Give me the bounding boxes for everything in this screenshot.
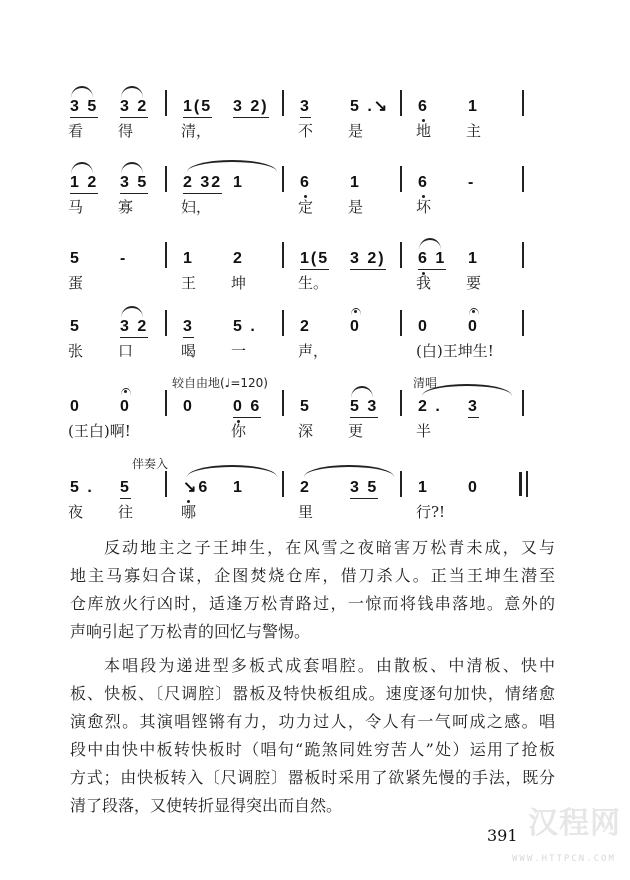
lyric: 定 — [298, 198, 314, 216]
barline — [165, 390, 167, 416]
note: 1(5 — [183, 98, 212, 118]
lyric: 张 — [68, 342, 84, 360]
lyric: 里 — [298, 503, 314, 521]
barline — [400, 310, 402, 336]
score-row — [0, 457, 630, 537]
fermata-icon — [121, 388, 131, 395]
tie-arc — [419, 238, 441, 250]
fermata-icon — [469, 308, 479, 315]
barline — [522, 166, 524, 192]
note: 3 5 — [70, 98, 98, 118]
paragraph-line: 清了段落，又使转折显得突出而自然。 — [70, 796, 343, 815]
barline — [165, 471, 167, 497]
note: 2 — [300, 318, 311, 335]
note: 3 2) — [350, 250, 386, 270]
slur — [187, 465, 277, 477]
barline — [165, 242, 167, 268]
barline — [522, 310, 524, 336]
lyric: 往 — [118, 503, 134, 521]
lyric: 地 — [416, 122, 432, 140]
note: 3 — [468, 398, 479, 418]
barline — [282, 166, 284, 192]
note: 0 — [183, 398, 194, 415]
watermark-logo: 汉程网 — [528, 806, 621, 841]
score-row — [0, 316, 630, 376]
note: 0 — [70, 398, 81, 415]
lyric: 主 — [466, 122, 482, 140]
tempo-annotation: 伴奏入 — [132, 457, 169, 471]
lyric: 声， — [298, 342, 329, 360]
paragraph — [70, 652, 555, 820]
slur — [304, 465, 394, 477]
final-barline — [522, 471, 528, 497]
lyric: 是 — [348, 122, 364, 140]
barline — [282, 390, 284, 416]
note: ↘6 — [183, 479, 209, 497]
note: 1 2 — [70, 174, 98, 194]
paragraph-line: 声响引起了万松青的回忆与警惕。 — [70, 622, 311, 641]
tie-arc — [121, 162, 143, 174]
note: 5 — [70, 318, 81, 335]
barline — [400, 471, 402, 497]
lyric: 夜 — [68, 503, 84, 521]
note: 3 2 — [120, 98, 148, 118]
note: 6 — [300, 174, 311, 192]
lyric: 王 — [181, 274, 197, 292]
note: 5 — [70, 250, 81, 267]
barline — [165, 166, 167, 192]
note: 6 — [418, 98, 429, 116]
page-number: 391 — [487, 826, 518, 845]
barline — [522, 90, 524, 116]
tie-arc — [71, 86, 93, 98]
lyric: 口 — [118, 342, 134, 360]
note: 0 — [468, 479, 479, 496]
tempo-annotation: 较自由地(♩=120) — [172, 376, 268, 390]
lyric: 坏 — [416, 198, 432, 216]
barline — [400, 166, 402, 192]
score-row — [0, 248, 630, 308]
note: 6 1 — [418, 250, 446, 270]
note: 3 5 — [350, 479, 378, 499]
note: 2 32 — [183, 174, 222, 194]
note: - — [468, 174, 476, 191]
note: 2 . — [418, 398, 442, 415]
lyric: 一 — [231, 342, 247, 360]
note: 2 — [300, 479, 311, 496]
barline — [522, 242, 524, 268]
paragraph-line: 反动地主之子王坤生，在风雪之夜暗害万松青未成，又与 — [104, 538, 555, 557]
lyric: 坤 — [231, 274, 247, 292]
lyric: 清， — [181, 122, 212, 140]
lyric: 马 — [68, 198, 84, 216]
slur — [187, 160, 277, 172]
note: 3 2) — [233, 98, 269, 118]
note: 5 3 — [350, 398, 378, 418]
paragraph-line: 演愈烈。其演唱铿锵有力，功力过人，令人有一气呵成之感。唱 — [70, 712, 555, 731]
note: 5 — [300, 398, 311, 415]
note: 5 . — [233, 318, 257, 335]
score-row — [0, 376, 630, 456]
barline — [282, 90, 284, 116]
note: 0 — [418, 318, 429, 335]
note: 3 5 — [120, 174, 148, 194]
lyric: 妇， — [181, 198, 212, 216]
score-row — [0, 96, 630, 156]
lyric: (王白)啊! — [68, 422, 131, 440]
note: 1 — [468, 98, 479, 115]
tie-arc — [121, 86, 143, 98]
fermata-icon — [351, 308, 361, 315]
note: 0 — [468, 318, 479, 336]
barline — [522, 390, 524, 416]
barline — [282, 471, 284, 497]
lyric: (白)王坤生! — [416, 342, 494, 360]
barline — [165, 90, 167, 116]
lyric: 更 — [348, 422, 364, 440]
note: - — [120, 250, 128, 267]
note: 0 — [350, 318, 361, 336]
note: 5 — [120, 479, 131, 499]
watermark-url: WWW.HTTPCN.COM — [512, 854, 616, 864]
note: 1 — [233, 174, 244, 191]
paragraph-line: 仓库放火行凶时，适逢万松青路过，一惊而将钱串落地。意外的 — [70, 594, 555, 613]
barline — [400, 242, 402, 268]
note: 0 6 — [233, 398, 261, 418]
barline — [282, 242, 284, 268]
note: 3 2 — [120, 318, 148, 338]
note: 5 . — [70, 479, 94, 496]
lyric: 深 — [298, 422, 314, 440]
lyric: 你 — [231, 422, 247, 440]
lyric: 生。 — [298, 274, 329, 292]
paragraph-line: 地主马寡妇合谋，企图焚烧仓库，借刀杀人。正当王坤生潜至 — [70, 566, 555, 585]
note: 0 — [120, 398, 131, 416]
note: 3 — [183, 318, 194, 338]
lyric: 看 — [68, 122, 84, 140]
lyric: 行?! — [416, 503, 446, 521]
note: 1 — [233, 479, 244, 496]
note: 1 — [183, 250, 194, 267]
tie-arc — [351, 386, 373, 398]
lyric: 半 — [416, 422, 432, 440]
note: 3 — [300, 98, 311, 118]
note: 2 — [233, 250, 244, 267]
lyric: 得 — [118, 122, 134, 140]
paragraph-line: 本唱段为递进型多板式成套唱腔。由散板、中清板、快中 — [104, 656, 555, 675]
note: 6 — [418, 174, 429, 192]
lyric: 寡 — [118, 198, 134, 216]
lyric: 蛋 — [68, 274, 84, 292]
barline — [165, 310, 167, 336]
barline — [400, 90, 402, 116]
barline — [282, 310, 284, 336]
note: 1 — [418, 479, 429, 496]
score-row — [0, 172, 630, 232]
paragraph-line: 方式；由快板转入〔尺调腔〕嚣板时采用了欲紧先慢的手法，既分 — [70, 768, 555, 787]
paragraph-line: 板、快板、〔尺调腔〕嚣板及特快板组成。速度逐句加快，情绪愈 — [70, 684, 555, 703]
note: 1 — [350, 174, 361, 191]
lyric: 要 — [466, 274, 482, 292]
barline — [400, 390, 402, 416]
tempo-annotation: 清唱 — [413, 376, 438, 390]
lyric: 喝 — [181, 342, 197, 360]
note: 1(5 — [300, 250, 329, 270]
lyric: 哪 — [181, 503, 197, 521]
note: 5 .↘ — [350, 98, 390, 115]
lyric: 我 — [416, 274, 432, 292]
note: 1 — [468, 250, 479, 267]
paragraph — [70, 534, 555, 646]
lyric: 是 — [348, 198, 364, 216]
paragraph-line: 段中由快中板转快板时（唱句“跪煞同姓穷苦人”处）运用了抢板 — [70, 740, 555, 759]
tie-arc — [71, 162, 93, 174]
lyric: 不 — [298, 122, 314, 140]
